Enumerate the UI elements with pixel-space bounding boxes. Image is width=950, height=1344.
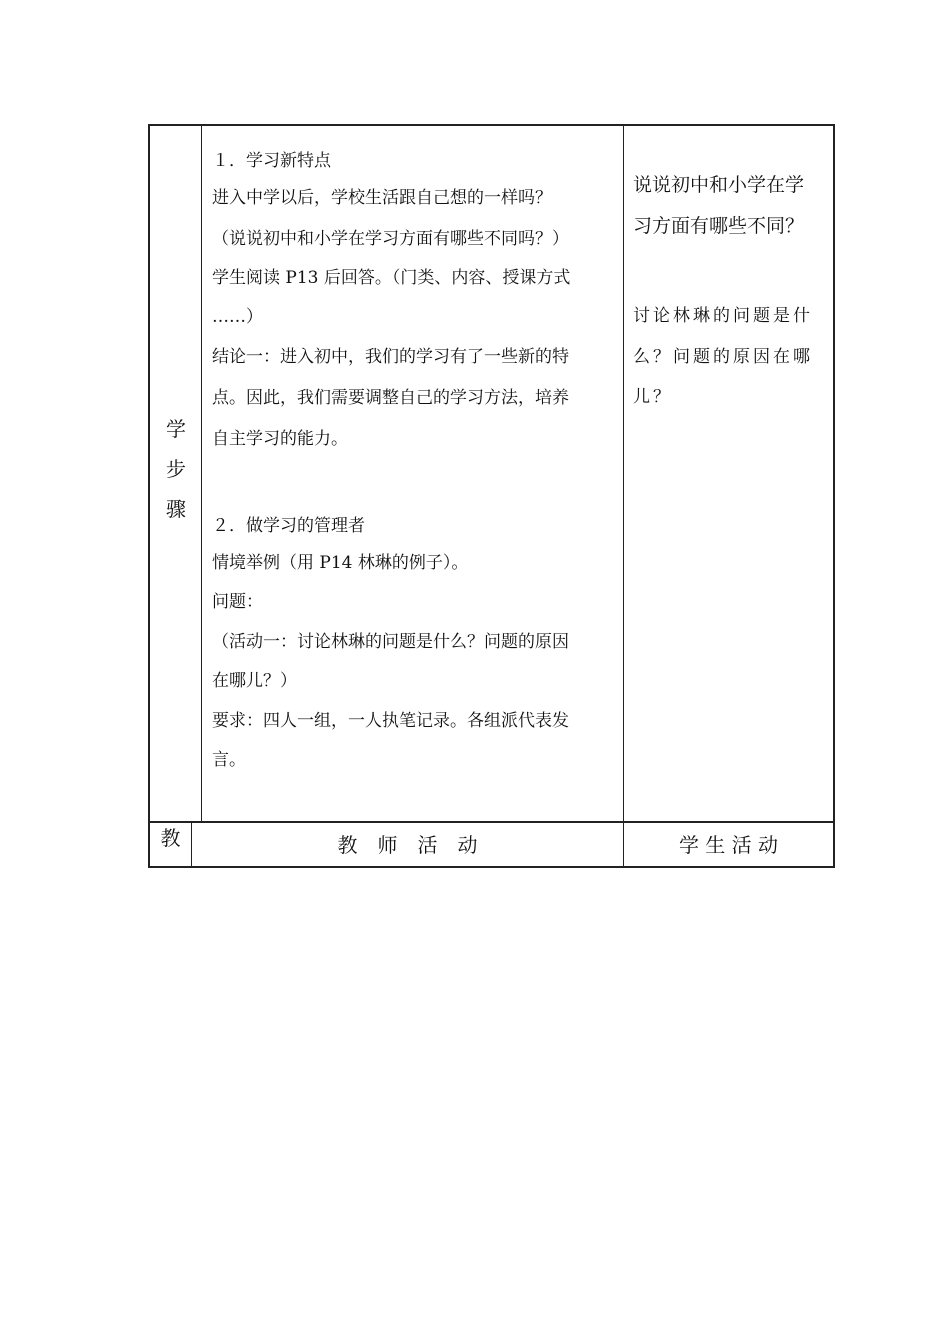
footer-row-divider [148, 821, 835, 823]
teacher-line-15: 言。 [212, 750, 246, 770]
left-label-char-2: 步 [166, 457, 186, 481]
teacher-line-6: 结论一：进入初中，我们的学习有了一些新的特 [212, 347, 569, 367]
left-label-char-3: 骤 [166, 497, 186, 521]
teacher-line-10: 情境举例（用 P14 林琳的例子）。 [212, 553, 469, 573]
student-activity-header: 学 生 活 动 [678, 833, 779, 857]
teacher-line-13: 在哪儿？） [212, 671, 297, 691]
footer-left-char: 教 [160, 826, 181, 850]
teacher-line-9: ２．做学习的管理者 [212, 516, 365, 536]
teacher-activity-header: 教 师 活 动 [337, 833, 478, 857]
student-line-4: 么？问题的原因在哪 [633, 347, 813, 367]
teacher-line-7: 点。因此，我们需要调整自己的学习方法，培养 [212, 388, 569, 408]
student-line-5: 儿？ [633, 387, 673, 407]
left-label-char-1: 学 [166, 417, 186, 441]
student-line-2: 习方面有哪些不同？ [633, 215, 805, 237]
student-line-3: 讨论林琳的问题是什 [633, 306, 813, 326]
teacher-line-4: 学生阅读 P13 后回答。（门类、内容、授课方式 [212, 268, 571, 288]
teacher-line-14: 要求：四人一组，一人执笔记录。各组派代表发 [212, 711, 569, 731]
table-bottom-border [148, 866, 835, 868]
teacher-line-3: （说说初中和小学在学习方面有哪些不同吗？） [212, 229, 569, 249]
table-right-border [833, 124, 835, 868]
teacher-line-5: ……） [212, 307, 263, 327]
divider-middle [623, 124, 624, 868]
teacher-line-12: （活动一：讨论林琳的问题是什么？问题的原因 [212, 632, 569, 652]
teacher-line-11: 问题： [212, 592, 263, 612]
table-top-border [148, 124, 835, 126]
teacher-line-2: 进入中学以后，学校生活跟自己想的一样吗？ [212, 188, 552, 208]
teacher-line-1: １．学习新特点 [212, 151, 331, 171]
teacher-line-8: 自主学习的能力。 [212, 429, 348, 449]
student-line-1: 说说初中和小学在学 [633, 174, 805, 196]
